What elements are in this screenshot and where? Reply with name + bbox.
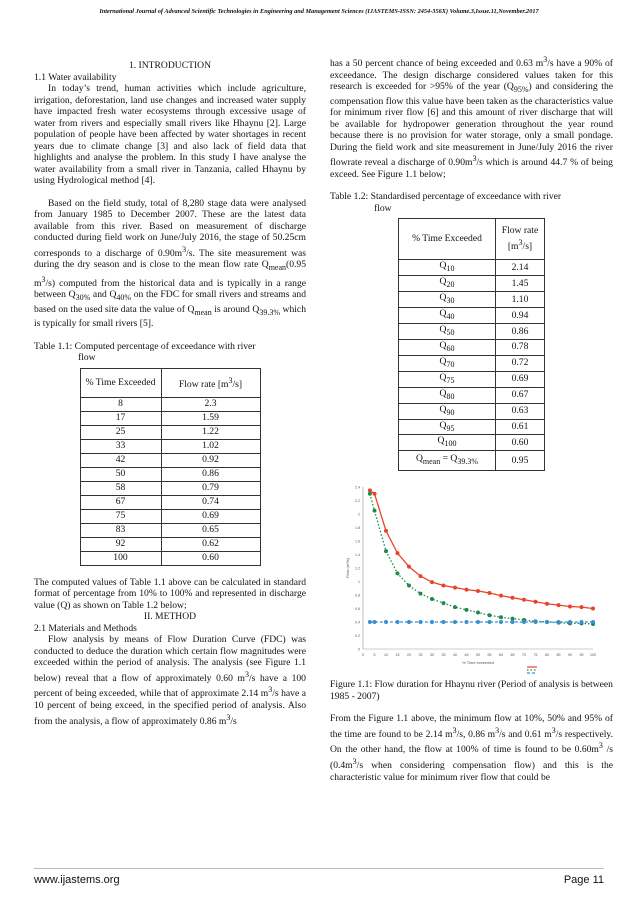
table-cell-time: 33 <box>80 439 161 453</box>
y-tick-label: 0.6 <box>354 607 360 612</box>
table-1-2-caption-cont: flow <box>374 202 392 214</box>
paragraph-2: Based on the field study, total of 8,280 stage data were analysed from January 1985 to December 2007. These are the latest data available from this river. Based on measurement of discharge conducted during field work on June/July 2016, the stage of 50.25cm corresponds to a discharge of $0.90m^3/s$. The site measurement was during the dry season and is close to the mean flow rate $Q_{mean}(0.95$ $m^3/s$) computed from the historical data and is typically in a range between $Q_{30\%}$ and $Q_{40\%}$ on the FDC for small rivers and streams and based on the used site data the value of $Q_{mean}$ is around $Q_{39.3\%}$ which is typically for small rivers [5]. <box>34 197 307 330</box>
x-tick-label: 55 <box>487 653 491 658</box>
x-tick-label: 45 <box>464 653 468 658</box>
table-row <box>399 260 545 276</box>
y-tick-label: 1 <box>357 580 360 585</box>
subsection-heading-water-availability: 1.1 Water availability <box>34 71 117 83</box>
table-row <box>80 411 260 425</box>
table-row <box>399 276 545 292</box>
page-footer <box>34 874 604 886</box>
x-tick-label: 25 <box>418 653 422 658</box>
series-3-point <box>533 620 537 624</box>
series-2-point <box>487 614 491 618</box>
table-row <box>399 292 545 308</box>
table-cell-flow: 1.02 <box>161 439 260 453</box>
footer-page-number: Page 11 <box>563 874 604 886</box>
series-1-point <box>384 529 388 533</box>
series-3-point <box>418 620 422 624</box>
table-cell-flow: 0.92 <box>161 453 260 467</box>
x-tick-label: 90 <box>567 653 572 658</box>
table-cell-time: 67 <box>80 495 161 509</box>
x-tick-label: 10 <box>383 653 388 658</box>
table-cell-flow: 1.22 <box>161 425 260 439</box>
table-cell-flow: 0.69 <box>161 509 260 523</box>
table-cell-time: $Q_{20}$ <box>399 276 496 292</box>
y-tick-label: 0.8 <box>354 593 360 598</box>
figure-1-1-caption: Figure 1.1: Flow duration for Hhaynu river (Period of analysis is between 1985 - 2007) <box>330 679 613 702</box>
series-2-point <box>418 592 422 596</box>
series-2-point <box>430 597 434 601</box>
table-cell-time: 92 <box>80 537 161 551</box>
footer-rule <box>34 868 604 869</box>
table-header-flow: Flow rate $[m^3/s]$ <box>496 219 545 260</box>
table-header-row <box>399 219 545 260</box>
left-column <box>34 60 306 727</box>
series-1-point <box>533 600 537 604</box>
series-1-point <box>487 591 491 595</box>
series-1-point <box>407 565 411 569</box>
series-3-point <box>407 620 411 624</box>
series-1-point <box>499 594 503 598</box>
table-cell-value: 0.95 <box>496 451 545 471</box>
x-axis-label: % Time exceeded <box>461 660 494 666</box>
table-row <box>80 523 260 537</box>
series-2-point <box>441 601 445 605</box>
y-tick-label: 0 <box>357 647 360 652</box>
paragraph-5: has a 50 percent chance of being exceeded and 0.63 $m^3/s$ have a 90% of exceedance. The design discharge considered values taken for this research is exceeded for >95% of the year $(Q_{95\%})$ and considering the compensation flow this value have been taken as the characteristics value for minimum river flow [6] and this amount of river discharge that will be available for hydropower generation throughout the year round because there is no provision for water storage, only a small pondage. During the field work and site measurement in June/July 2016 the river flowrate reveal a discharge of $0.90m^3/s$ which is around 44.7 % of being exceed. See Figure 1.1 below; <box>330 55 613 180</box>
series-1-point <box>568 605 572 609</box>
table-cell-flow: 1.10 <box>496 292 545 308</box>
table-cell-time: $Q_{40}$ <box>399 308 496 324</box>
x-tick-label: 50 <box>475 653 480 658</box>
table-row <box>80 453 260 467</box>
table-row <box>399 371 545 387</box>
series-1-point <box>510 596 514 600</box>
series-2-point <box>372 509 376 513</box>
series-3-point <box>522 620 526 624</box>
table-cell-time: 83 <box>80 523 161 537</box>
paragraph-3: The computed values of Table 1.1 above can be calculated in standard format of percentage from 10% to 100% and represented in discharge value (Q) as shown on Table 1.2 below; <box>34 576 306 611</box>
series-1-point <box>395 551 399 555</box>
table-header-row <box>80 368 260 397</box>
table-cell-flow: 1.59 <box>161 411 260 425</box>
paragraph-1: In today’s trend, human activities which include agriculture, irrigation, deforestation, land use changes and increased water supply have impacted fresh water ecosystems through excessive usage of water from rivers and especially small rivers like Hhaynu [2]. Large population of people have been affected by water shortages in recent years due to climate change [3] and also lack of field data that highlights and analyse the problem. In this study I have analyse the water availability from a small river in Tanzania, called Hhaynu by using Hydrological method [4]. <box>34 83 306 186</box>
series-3-point <box>464 620 468 624</box>
table-row <box>80 495 260 509</box>
series-1-point <box>591 607 595 611</box>
series-3-point <box>510 620 514 624</box>
y-tick-label: 2.4 <box>354 485 360 490</box>
table-cell-time: $Q_{60}$ <box>399 340 496 356</box>
series-1-point <box>464 588 468 592</box>
subsection-heading-materials: 2.1 Materials and Methods <box>34 622 137 634</box>
x-tick-label: 100 <box>589 653 596 658</box>
table-cell-time: 8 <box>80 397 161 411</box>
table-cell-flow: 2.3 <box>161 397 260 411</box>
series-1-point <box>476 589 480 593</box>
table-cell-flow: 0.60 <box>496 435 545 451</box>
series-2-point <box>407 584 411 588</box>
series-3-point <box>556 620 560 624</box>
table-cell-flow: 0.94 <box>496 308 545 324</box>
x-tick-label: 60 <box>498 653 503 658</box>
x-tick-label: 5 <box>373 653 375 658</box>
table-header-flow: Flow rate $[m^3/s]$ <box>161 368 260 397</box>
table-cell-flow: 0.60 <box>161 551 260 565</box>
table-row <box>399 340 545 356</box>
table-cell-flow: 2.14 <box>496 260 545 276</box>
table-row-qmean <box>399 451 545 471</box>
table-header-time: % Time Exceeded <box>80 368 161 397</box>
series-3-point <box>395 620 399 624</box>
table-row <box>399 308 545 324</box>
table-1-2-caption: Table 1.2: Standardised percentage of exceedance with river <box>330 191 562 203</box>
x-tick-label: 40 <box>452 653 457 658</box>
series-2-point <box>367 492 371 496</box>
table-cell-flow: 0.69 <box>496 371 545 387</box>
series-1-point <box>441 584 445 588</box>
table-cell-time: 42 <box>80 453 161 467</box>
x-tick-label: 35 <box>441 653 445 658</box>
series-2-point <box>476 611 480 615</box>
section-heading-method: II. METHOD <box>143 611 197 623</box>
paragraph-4: Flow analysis by means of Flow Duration Curve (FDC) was conducted to deduce the duration which certain flow magnitudes were exceeded within the period of analysis. The analysis (see Figure 1.1 below) reveal that a flow of approximately 0.60 $m^3/s$ have a 100 percent of being exceeded, while that of approximate 2.14 $m^3/s$ have a 10 percent of being exceed, in the specified period of analysis. Also from the analysis, a flow of approximately 0.86 $m^3/s$ <box>34 634 306 727</box>
table-cell-flow: 1.45 <box>496 276 545 292</box>
table-row <box>80 509 260 523</box>
series-1-point <box>372 492 376 496</box>
series-2-point <box>464 608 468 612</box>
series-1-point <box>545 602 549 606</box>
table-header-time: % Time Exceeded <box>399 219 496 260</box>
series-2-point <box>499 616 503 620</box>
table-1-1-caption: Table 1.1: Computed percentage of exceedance with river <box>34 340 256 352</box>
series-3-point <box>384 620 388 624</box>
table-cell-time: 50 <box>80 467 161 481</box>
series-3-point <box>367 620 371 624</box>
y-tick-label: 1.8 <box>354 526 360 531</box>
table-row <box>80 537 260 551</box>
footer-website: www.ijastems.org <box>34 874 120 886</box>
y-tick-label: 1.4 <box>354 553 360 558</box>
table-cell-flow: 0.61 <box>496 419 545 435</box>
table-row <box>80 467 260 481</box>
table-row <box>399 403 545 419</box>
right-column <box>330 54 613 783</box>
x-tick-label: 95 <box>579 653 583 658</box>
paragraph-6: From the Figure 1.1 above, the minimum flow at 10%, 50% and 95% of the time are found to be 2.14 $m^3/s$, 0.86 $m^3/s$ and 0.61 $m^3/s$ respectively. On the other hand, the flow at 100% of time is found to be $0.60m^3$ /s ($0.4m^3/s$ when considering compensation flow) and this is the characteristic value for minimum river flow that could be <box>330 713 613 783</box>
x-tick-label: 30 <box>429 653 434 658</box>
journal-header: International Journal of Advanced Scientific Technologies in Engineering and Management Sciences (IJASTEMS-ISSN: 2454-356X) Volume.3,Issue.11,November.2017 <box>99 8 539 15</box>
table-row <box>80 439 260 453</box>
series-1-point <box>430 580 434 584</box>
table-1-1-caption-cont: flow <box>78 352 96 364</box>
y-axis-label: Flow (m³/s) <box>344 558 350 579</box>
table-cell-flow: 0.72 <box>496 355 545 371</box>
table-cell-time: $Q_{90}$ <box>399 403 496 419</box>
table-row <box>80 425 260 439</box>
table-cell-flow: 0.63 <box>496 403 545 419</box>
table-row <box>399 355 545 371</box>
table-cell-time: $Q_{75}$ <box>399 371 496 387</box>
table-1-2 <box>398 218 545 471</box>
table-cell-flow: 0.86 <box>161 467 260 481</box>
y-tick-label: 2.2 <box>354 499 360 504</box>
x-tick-label: 15 <box>395 653 399 658</box>
table-row <box>399 435 545 451</box>
series-3-point <box>487 620 491 624</box>
table-cell-time: $Q_{95}$ <box>399 419 496 435</box>
series-3-point <box>430 620 434 624</box>
series-3-point <box>476 620 480 624</box>
x-tick-label: 75 <box>533 653 537 658</box>
series-3-point <box>579 620 583 624</box>
x-tick-label: 20 <box>406 653 411 658</box>
table-cell-time: $Q_{70}$ <box>399 355 496 371</box>
table-row <box>80 551 260 565</box>
table-cell-flow: 0.67 <box>496 387 545 403</box>
series-3-point <box>499 620 503 624</box>
table-cell-flow: 0.74 <box>161 495 260 509</box>
x-tick-label: 80 <box>544 653 549 658</box>
table-row <box>80 481 260 495</box>
table-cell-flow: 0.62 <box>161 537 260 551</box>
series-1-point <box>418 574 422 578</box>
series-1-point <box>579 605 583 609</box>
y-tick-label: 0.4 <box>354 620 360 625</box>
series-3-point <box>453 620 457 624</box>
chart-background <box>341 479 603 675</box>
table-cell-time: 75 <box>80 509 161 523</box>
y-tick-label: 1.2 <box>354 566 360 571</box>
table-cell-time: $Q_{80}$ <box>399 387 496 403</box>
table-cell-time: $Q_{10}$ <box>399 260 496 276</box>
table-cell-time: 17 <box>80 411 161 425</box>
x-tick-label: 0 <box>361 653 364 658</box>
table-row <box>80 397 260 411</box>
table-cell-label: $Q_{mean} = Q_{39.3\%}$ <box>399 451 496 471</box>
x-tick-label: 65 <box>510 653 514 658</box>
series-3-point <box>441 620 445 624</box>
section-heading-introduction: 1. INTRODUCTION <box>128 60 212 71</box>
series-2-point <box>453 605 457 609</box>
x-tick-label: 85 <box>556 653 560 658</box>
table-cell-time: $Q_{50}$ <box>399 324 496 340</box>
table-cell-flow: 0.78 <box>496 340 545 356</box>
series-2-point <box>384 549 388 553</box>
x-tick-label: 70 <box>521 653 526 658</box>
series-2-point <box>395 572 399 576</box>
series-1-point <box>453 586 457 590</box>
series-3-point <box>591 620 595 624</box>
series-1-point <box>522 598 526 602</box>
table-cell-time: $Q_{100}$ <box>399 435 496 451</box>
table-cell-flow: 0.79 <box>161 481 260 495</box>
series-3-point <box>545 620 549 624</box>
table-cell-time: 25 <box>80 425 161 439</box>
table-row <box>399 387 545 403</box>
table-cell-flow: 0.86 <box>496 324 545 340</box>
y-tick-label: 2 <box>357 512 360 517</box>
table-cell-time: 100 <box>80 551 161 565</box>
y-tick-label: 0.2 <box>354 634 360 639</box>
y-tick-label: 1.6 <box>354 539 360 544</box>
table-cell-time: $Q_{30}$ <box>399 292 496 308</box>
table-row <box>399 324 545 340</box>
table-row <box>399 419 545 435</box>
series-1-point <box>556 603 560 607</box>
series-3-point <box>568 620 572 624</box>
series-3-point <box>372 620 376 624</box>
table-1-1 <box>80 368 261 566</box>
table-cell-flow: 0.65 <box>161 523 260 537</box>
table-cell-time: 58 <box>80 481 161 495</box>
flow-duration-chart <box>341 479 603 675</box>
